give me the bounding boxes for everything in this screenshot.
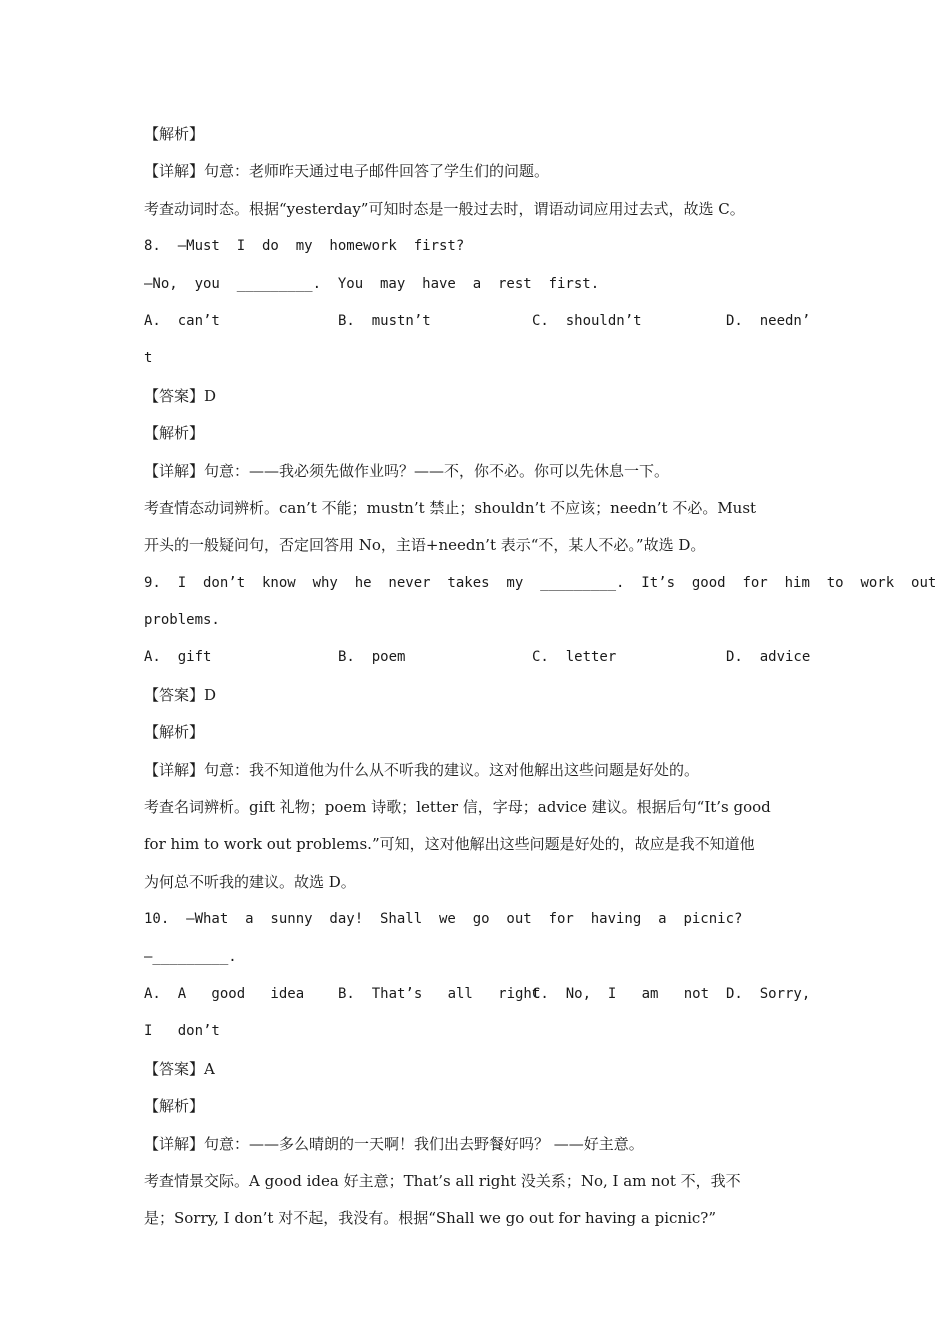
q8-stem-line2: —No, you _________. You may have a rest first. xyxy=(144,275,600,292)
q10-answer: 【答案】A xyxy=(144,1059,215,1078)
q10-option-b: B. That’s all right xyxy=(338,985,541,1002)
q8-option-d: D. needn’ xyxy=(726,312,811,329)
document-page xyxy=(144,116,937,1238)
q8-analysis-line1: 考查情态动词辨析。can’t 不能；mustn’t 禁止；shouldn’t 不应该；needn’t 不必。Must xyxy=(144,498,757,517)
q10-jiexi-heading: 【解析】 xyxy=(144,1097,205,1116)
q9-option-d: D. advice xyxy=(726,649,811,666)
q9-answer: 【答案】D xyxy=(144,685,217,704)
q8-option-wrap: t xyxy=(144,350,153,367)
q10-option-c: C. No, I am not xyxy=(532,985,710,1002)
q7-analysis: 考查动词时态。根据“yesterday”可知时态是一般过去时，谓语动词应用过去式，故选 C。 xyxy=(144,199,745,218)
q10-option-d: D. Sorry, xyxy=(726,985,811,1002)
q9-option-a: A. gift xyxy=(144,649,212,666)
q9-analysis-line3: 为何总不听我的建议。故选 D。 xyxy=(144,872,356,891)
q10-stem-line1: 10. —What a sunny day! Shall we go out for having a picnic? xyxy=(144,911,743,928)
q9-option-b: B. poem xyxy=(338,649,406,666)
q10-option-a: A. A good idea xyxy=(144,985,305,1002)
q8-option-b: B. mustn’t xyxy=(338,312,431,329)
q8-option-a: A. can’t xyxy=(144,312,220,329)
q9-analysis-line2: for him to work out problems.”可知，这对他解出这些问题是好处的，故应是我不知道他 xyxy=(144,835,755,854)
q9-options xyxy=(144,639,816,676)
q9-analysis-line1: 考查名词辨析。gift 礼物；poem 诗歌；letter 信，字母；advice 建议。根据后句“It’s good xyxy=(144,798,771,817)
q9-jiexi-heading: 【解析】 xyxy=(144,723,205,742)
q8-xiangjie: 【详解】句意：——我必须先做作业吗？——不，你不必。你可以先休息一下。 xyxy=(144,461,670,480)
q10-options xyxy=(144,976,816,1013)
q9-option-c: C. letter xyxy=(532,649,617,666)
q7-xiangjie: 【详解】句意：老师昨天通过电子邮件回答了学生们的问题。 xyxy=(144,162,550,181)
q10-analysis-line2: 是；Sorry, I don’t 对不起，我没有。根据“Shall we go out for having a picnic?” xyxy=(144,1209,717,1228)
q10-analysis-line1: 考查情景交际。A good idea 好主意；That’s all right 没关系；No, I am not 不，我不 xyxy=(144,1171,741,1190)
q8-option-c: C. shouldn’t xyxy=(532,312,642,329)
q8-analysis-line2: 开头的一般疑问句，否定回答用 No，主语+needn’t 表示“不，某人不必。”故选 D。 xyxy=(144,536,706,555)
q10-xiangjie: 【详解】句意：——多么晴朗的一天啊！我们出去野餐好吗？ ——好主意。 xyxy=(144,1134,644,1153)
q8-stem-line1: 8. —Must I do my homework first? xyxy=(144,238,465,255)
q8-options xyxy=(144,303,816,340)
q7-jiexi-heading: 【解析】 xyxy=(144,125,205,143)
q8-answer: 【答案】D xyxy=(144,386,217,405)
q10-stem-line2: —_________. xyxy=(144,948,237,965)
q8-jiexi-heading: 【解析】 xyxy=(144,424,205,443)
q9-stem-line1: 9. I don’t know why he never takes my _________. It’s good for him to work out xyxy=(144,574,937,591)
q10-option-wrap: I don’t xyxy=(144,1023,220,1040)
q9-stem-line2: problems. xyxy=(144,612,220,629)
q9-xiangjie: 【详解】句意：我不知道他为什么从不听我的建议。这对他解出这些问题是好处的。 xyxy=(144,760,700,779)
